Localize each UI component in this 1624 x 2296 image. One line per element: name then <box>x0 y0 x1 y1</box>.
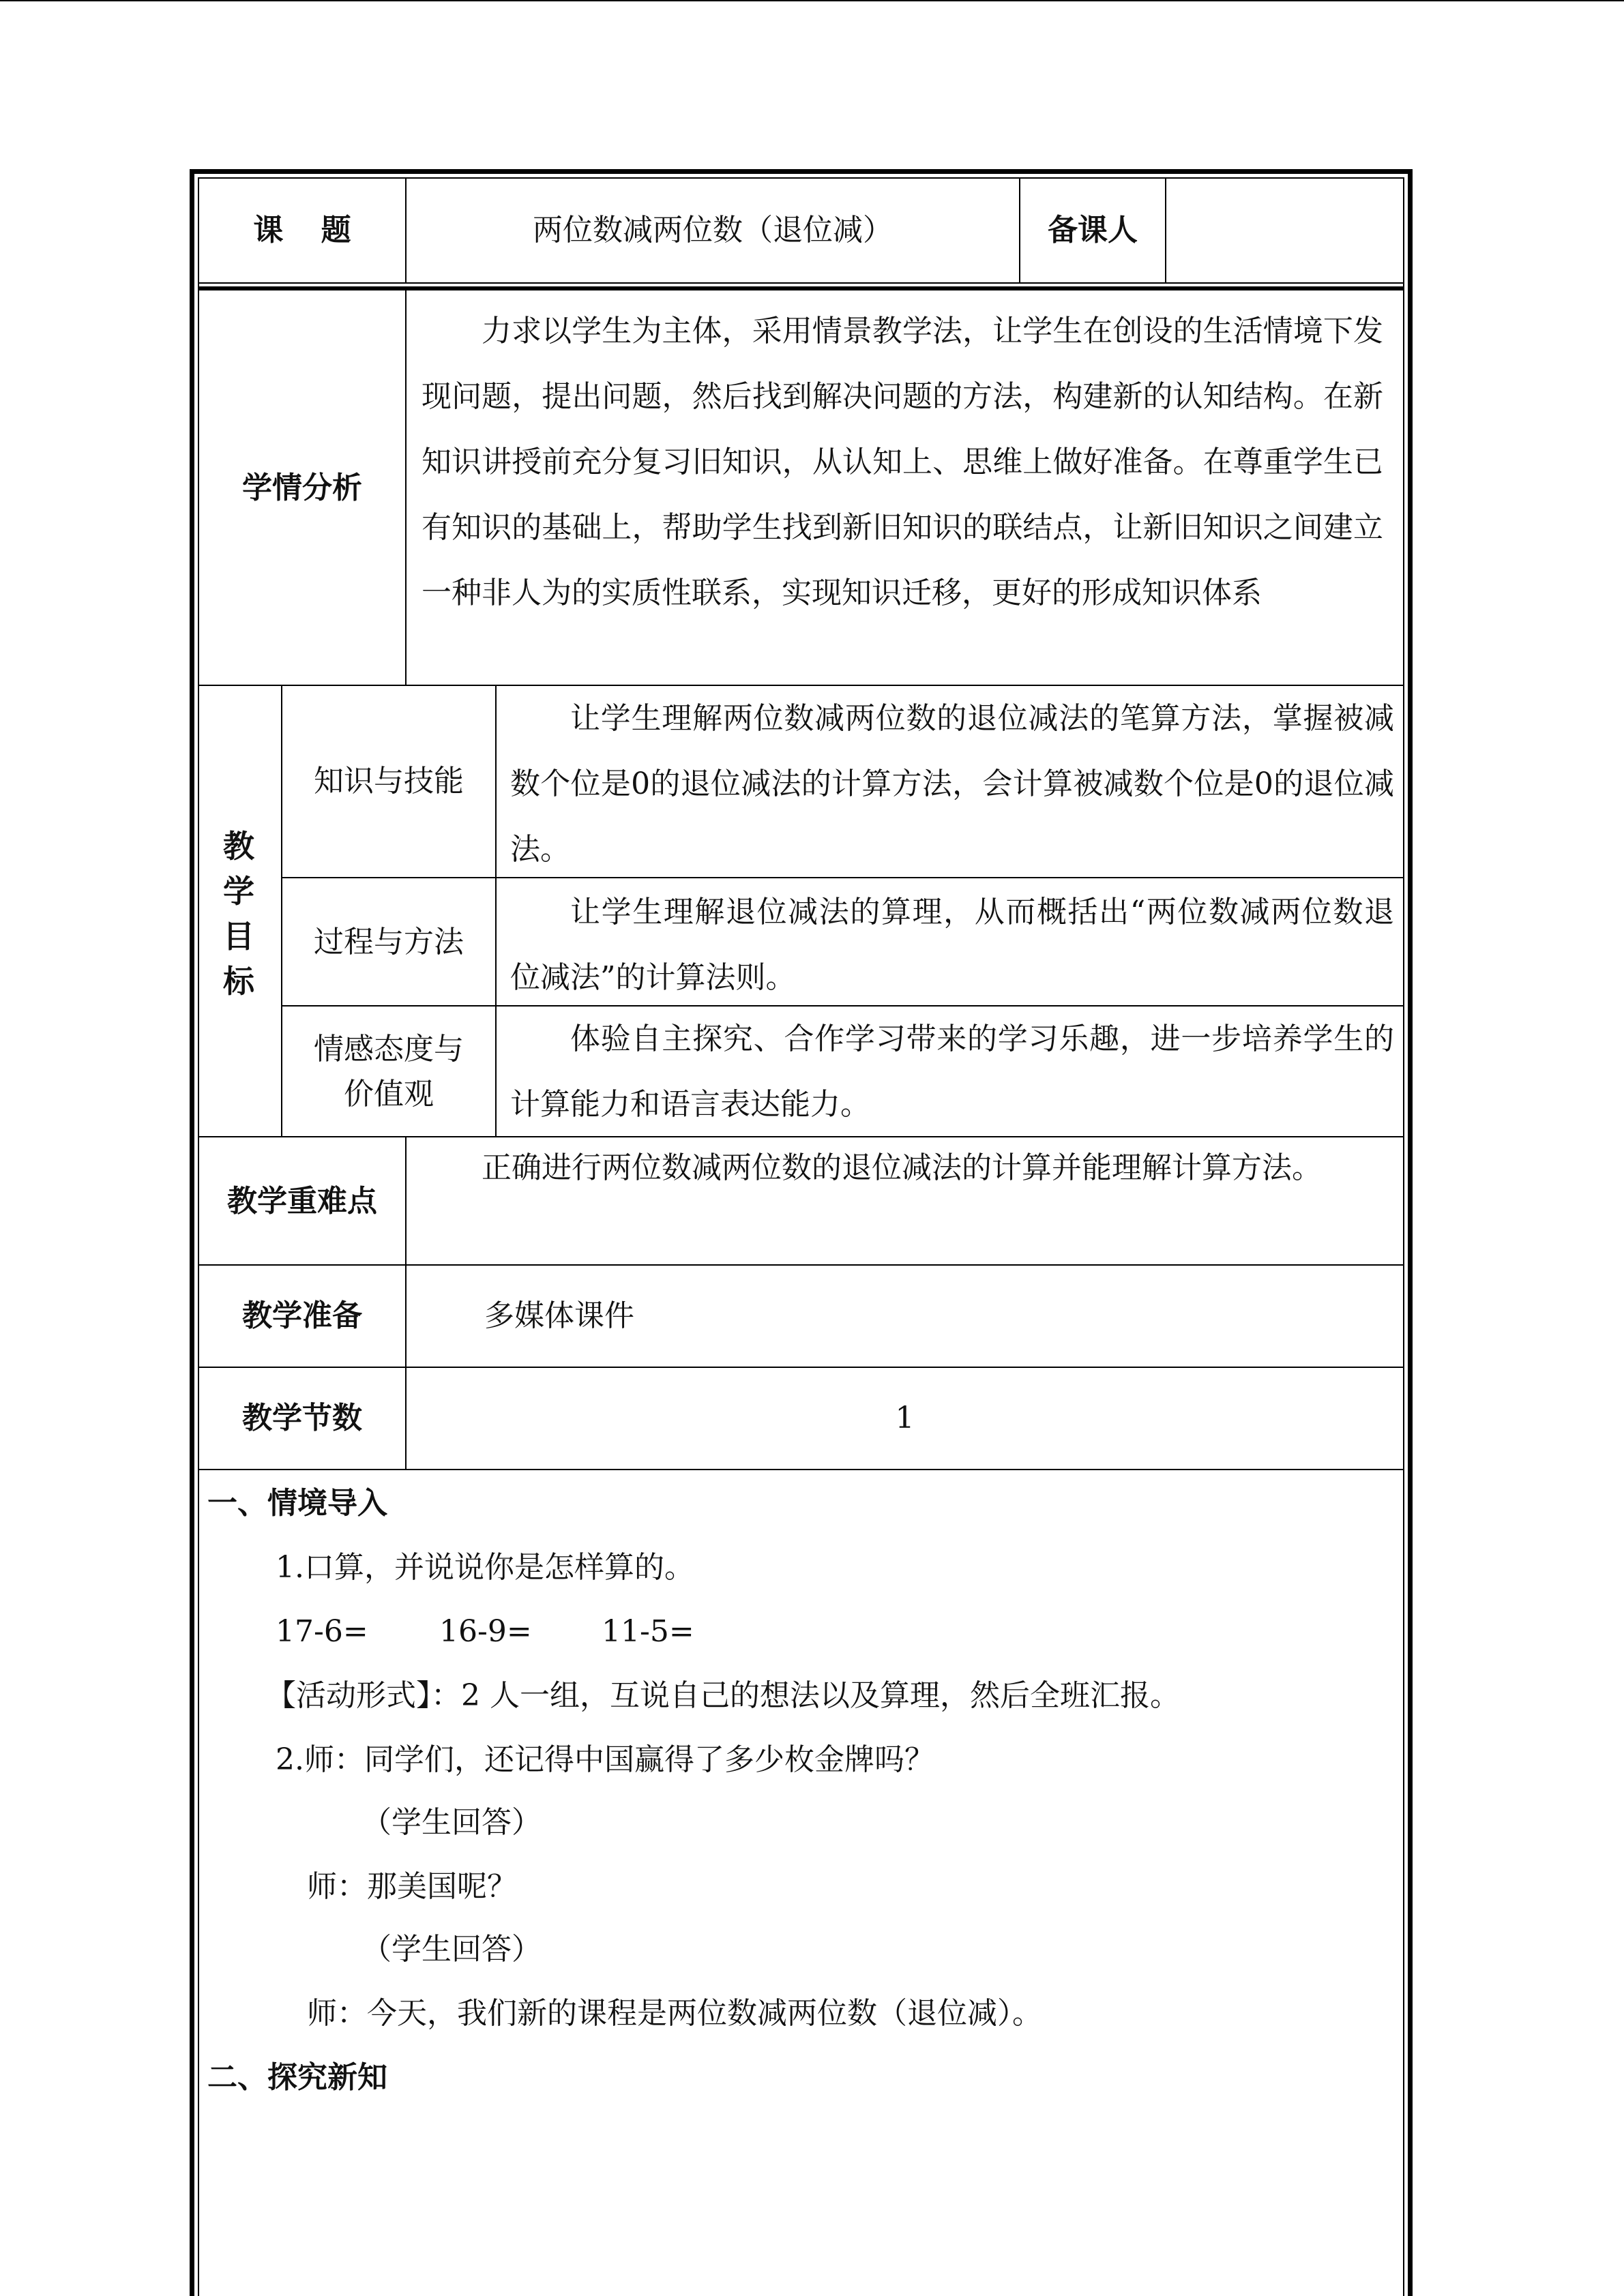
teacher-line-2: 师：那美国呢？ <box>307 1869 517 1904</box>
goals-vertical-label <box>218 824 259 1004</box>
preparer-label: 备课人 <box>1048 213 1138 248</box>
key-points-bottom-rule <box>199 1264 1403 1266</box>
section1-title: 一、情境导入 <box>207 1486 387 1521</box>
section2-title: 二、探究新知 <box>207 2060 387 2095</box>
goals-divider-2 <box>495 686 497 1136</box>
header-rule-a <box>199 282 1403 284</box>
content-item1: 1.口算，并说说你是怎样算的。 <box>276 1550 694 1585</box>
exercise-3: 11-5= <box>602 1614 694 1649</box>
goals-label-char: 标 <box>223 963 254 1000</box>
activity-form: 【活动形式】：2 人一组，互说自己的想法以及算理，然后全班汇报。 <box>266 1678 1180 1713</box>
key-points-label: 教学重难点 <box>227 1184 377 1219</box>
periods-bottom-rule <box>199 1469 1403 1470</box>
goal-emotion-label <box>282 1027 495 1117</box>
exercise-2: 16-9= <box>439 1614 532 1649</box>
key-points-text: 正确进行两位数减两位数的退位减法的计算并能理解计算方法。 <box>482 1150 1322 1185</box>
periods-value: 1 <box>895 1401 915 1435</box>
goals-label-char: 学 <box>223 873 254 910</box>
goal-row-rule-1 <box>282 877 1403 878</box>
header-rule-b <box>199 286 1403 290</box>
goal-process-label: 过程与方法 <box>314 925 464 959</box>
student-answer-1: （学生回答） <box>361 1805 542 1840</box>
teacher-line-3: 师：今天，我们新的课程是两位数减两位数（退位减）。 <box>307 1996 1042 2031</box>
preparation-label: 教学准备 <box>242 1298 362 1333</box>
preparation-bottom-rule <box>199 1367 1403 1368</box>
header-divider-3 <box>1165 179 1166 282</box>
goal-knowledge-text: 让学生理解两位数减两位数的退位减法的笔算方法，掌握被减数个位是0的退位减法的计算方法，会计算被减数个位是0的退位减法。 <box>510 701 1394 867</box>
analysis-text: 力求以学生为主体，采用情景教学法，让学生在创设的生活情境下发现问题，提出问题，然后找到解决问题的方法，构建新的认知结构。在新知识讲授前充分复习旧知识，从认知上、思维上做好准备。在尊重学生已有知识的基础上，帮助学生找到新旧知识的联结点，让新旧知识之间建立一种非人为的实质性联系，实现知识迁移，更好的形成知识体系 <box>422 314 1383 610</box>
student-answer-2: （学生回答） <box>361 1932 542 1967</box>
preparation-text: 多媒体课件 <box>484 1298 634 1333</box>
topic-value: 两位数减两位数（退位减） <box>533 213 893 248</box>
analysis-divider <box>405 290 407 685</box>
analysis-label: 学情分析 <box>242 471 362 505</box>
goal-emotion-label-line2: 价值观 <box>344 1077 434 1112</box>
goal-emotion-text: 体验自主探究、合作学习带来的学习乐趣，进一步培养学生的计算能力和语言表达能力。 <box>510 1022 1394 1122</box>
goal-knowledge-label: 知识与技能 <box>314 764 464 799</box>
periods-label: 教学节数 <box>242 1401 362 1435</box>
exercise-1: 17-6= <box>276 1614 368 1649</box>
goal-emotion-label-line1: 情感态度与 <box>314 1032 464 1067</box>
goals-label-char: 教 <box>223 828 254 865</box>
page-top-rule <box>0 0 1624 1</box>
topic-label: 课 题 <box>253 213 351 248</box>
content-item2: 2.师：同学们，还记得中国赢得了多少枚金牌吗？ <box>276 1742 934 1777</box>
goal-process-text: 让学生理解退位减法的算理，从而概括出“两位数减两位数退位减法”的计算法则。 <box>510 895 1394 995</box>
goals-label-char: 目 <box>223 918 254 955</box>
